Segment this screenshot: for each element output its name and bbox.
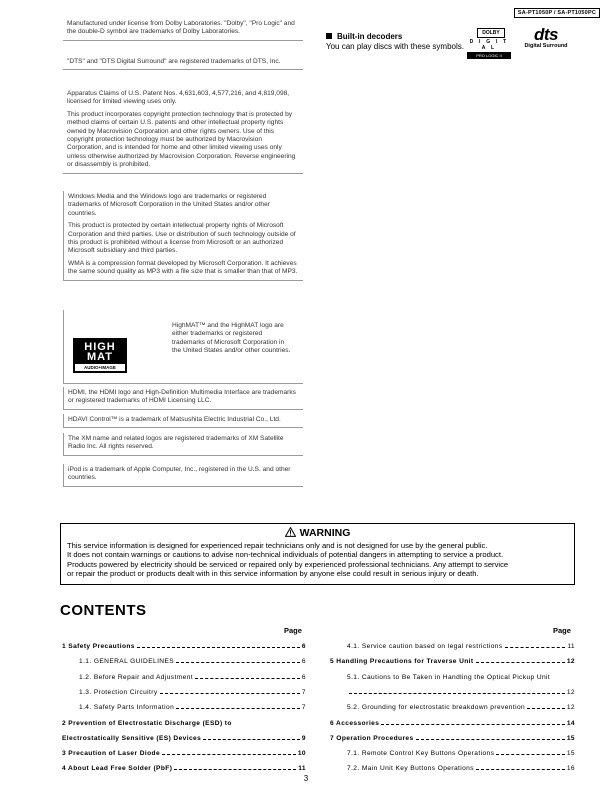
toc-leader [203,739,300,740]
toc-entry[interactable] [330,735,575,742]
warning-title [67,527,568,539]
license-dolby [63,18,303,41]
toc-entry-label: 6 Accessories [330,719,380,727]
toc-entry-page: 9 [301,734,306,742]
toc-entry-page: 12 [566,688,575,696]
model-label: SA-PT1050P / SA-PT1050PC [514,8,600,18]
toc-entry-label: 5 Handling Precautions for Traverse Unit [330,658,474,666]
toc-leader [496,754,565,755]
toc-leader [137,647,300,648]
decoders-text: You can play discs with these symbols. [326,42,464,51]
contents-title: CONTENTS [60,602,147,619]
toc-leader [176,662,300,663]
license-microsoft-ip: This product is protected by certain intellectual property rights of Microsoft Corporation and third parties. Use or distribution of such technology outside of this product is prohibited without a license from Microsoft or an authorized Microsoft subsidiary and third parties. [68,222,296,255]
warning-line: This service information is designed for experienced repair technicians only and is not designed for use by the general public. [67,541,488,550]
toc-entry[interactable] [330,658,575,665]
toc-leader [162,754,296,755]
toc-entry-page: 6 [301,643,306,650]
toc-entry-label: 5.2. Grounding for electrostatic breakdown prevention [347,704,526,712]
highmat-logo-text: HIGH MAT [84,341,116,363]
toc-entry[interactable] [79,674,306,681]
toc-leader [176,708,300,709]
toc-entry-page: 15 [566,750,575,758]
highmat-logo [73,338,127,373]
toc-entry-label: 7.2. Main Unit Key Buttons Operations [347,765,474,773]
toc-entry-page: 6 [301,658,306,666]
toc-entry-page: 11 [298,765,306,773]
page-header-right: Page [553,626,571,635]
warning-line: It does not contain warnings or cautions to advise non-technical individuals of potential dangers in attempting to service a product. [67,550,504,560]
license-macrovision-copyright: This product incorporates copyright protection technology that is protected by method claims of certain U.S. patents and other intellectual property rights owned by Macrovision Corporation and other rights owners. Use of this copyright protection technology must be authorized by Macrovision Corporation, and is intended for home and other limited viewing uses only unless otherwise authorized by Macrovision Corporation. Reverse engineering or disassembly is prohibited. [67,110,296,169]
toc-entry-label: 3 Precaution of Laser Diode [62,750,161,758]
page-header-left: Page [284,626,302,635]
toc-entry-page: 11 [567,643,575,650]
decoders-heading-text: Built-in decoders [337,32,403,41]
license-microsoft-wma: WMA is a compression format developed by Microsoft Corporation. It achieves the same sound quality as MP3 with a file size that is smaller than that of MP3. [68,259,298,276]
toc-entry-page: 15 [566,734,575,742]
license-hdavi [63,414,303,428]
license-dts [63,56,303,70]
toc-entry-label: 1.2. Before Repair and Adjustment [79,673,193,681]
toc-entry-page: 14 [566,719,575,727]
toc-entry-label: 5.1. Cautions to Be Taken in Handling the Optical Pickup Unit [347,673,551,681]
toc-entry[interactable] [79,658,306,665]
warning-title-text: WARNING [299,527,351,539]
dts-logo-sub: Digital Surround [524,43,568,49]
license-microsoft-windows: Windows Media and the Windows logo are trademarks or registered trademarks of Microsoft Corporation in the United States and/or other countries. [68,193,270,217]
license-xm [63,433,303,456]
toc-entry[interactable] [62,720,306,727]
license-macrovision [63,88,303,174]
toc-entry-label: Electrostatically Sensitive (ES) Devices [62,734,202,742]
highmat-logo-sub: AUDIO+IMAGE [75,364,125,371]
toc-leader [195,678,300,679]
dolby-logo-box: DOLBY [477,28,505,38]
page-number: 3 [303,774,309,783]
warning-box [60,523,575,585]
toc-entry-page: 10 [297,750,306,758]
license-dts-text: "DTS" and "DTS Digital Surround" are registered trademarks of DTS, Inc. [67,58,281,65]
toc-entry-page: 12 [566,658,575,666]
toc-entry[interactable] [62,765,306,772]
toc-entry-label: 1.1. GENERAL GUIDELINES [79,658,175,666]
toc-leader [160,693,300,694]
toc-entry-label: 1 Safety Precautions [62,643,135,650]
license-hdmi-text: HDMI, the HDMI logo and High-Definition Multimedia Interface are trademarks or registered trademarks of HDMI Licensing LLC. [68,389,296,405]
toc-entry-label: 4.1. Service caution based on legal restrictions [347,643,503,650]
toc-entry[interactable] [330,720,575,727]
warning-line: or repair the product or products dealt with in this service information by anyone else could result in serious injury or death. [67,569,479,579]
toc-entry[interactable] [347,704,575,711]
license-xm-text: The XM name and related logos are registered trademarks of XM Satellite Radio Inc. All rights reserved. [68,435,284,451]
license-dolby-text: Manufactured under license from Dolby Laboratories. "Dolby", "Pro Logic" and the double-D symbol are trademarks of Dolby Laboratories. [67,20,295,36]
toc-entry-label: 7 Operation Procedures [330,734,414,742]
toc-leader [416,739,565,740]
toc-entry-label: 4 About Lead Free Solder (PbF) [62,765,173,773]
license-macrovision-patent: Apparatus Claims of U.S. Patent Nos. 4,631,603, 4,577,216, and 4,819,098, licensed for limited viewing uses only. [67,90,290,106]
toc-entry[interactable] [347,674,575,681]
toc-entry-page: 7 [301,704,306,712]
toc-leader [174,769,296,770]
toc-entry[interactable] [79,689,306,696]
toc-leader [381,724,565,725]
toc-entry[interactable] [62,735,306,742]
license-hdmi [63,387,303,410]
dolby-logo-prologic: PRO LOGIC II [467,52,511,59]
toc-entry-page: 7 [301,688,306,696]
toc-entry[interactable] [62,643,306,650]
license-microsoft [63,191,303,281]
toc-entry-label: 1.4. Safety Parts Information [79,704,175,712]
warning-triangle-icon [285,527,296,537]
toc-leader [349,693,565,694]
license-ipod [63,464,303,487]
toc-entry[interactable] [79,704,306,711]
built-in-decoders [326,32,464,52]
toc-leader [476,662,565,663]
toc-entry-label: 7.1. Remote Control Key Buttons Operations [347,750,495,758]
toc-entry[interactable] [62,750,306,757]
license-hdavi-text: HDAVI Control™ is a trademark of Matsushita Electric Industrial Co., Ltd. [68,416,281,423]
toc-entry-label: 1.3. Protection Circuitry [79,688,158,696]
toc-entry[interactable] [347,750,575,757]
decoders-heading [326,32,464,42]
toc-entry-page: 16 [566,765,575,773]
toc-entry[interactable] [347,643,575,650]
toc-leader [527,708,565,709]
dts-logo-mark: dts [534,25,558,44]
license-highmat-text: HighMAT™ and the HighMAT logo are either trademarks or registered trademarks of Microsoft Corporation in the United States and/or other countries. [172,322,291,355]
dolby-logo [467,28,511,59]
bullet-square-icon [326,33,332,39]
license-ipod-text: iPod is a trademark of Apple Computer, Inc., registered in the U.S. and other countries. [68,466,291,482]
toc-entry[interactable] [347,765,575,772]
toc-entry-label: 2 Prevention of Electrostatic Discharge (ESD) to [62,719,232,727]
dolby-logo-digital: D I G I T A L [469,39,509,51]
toc-leader [505,647,566,648]
toc-leader [476,769,565,770]
toc-entry-page: 12 [566,704,575,712]
dts-logo [520,26,572,49]
warning-line: Products powered by electricity should be serviced or repaired only by experienced professional technicians. Any attempt to service [67,559,509,569]
toc-entry[interactable] [347,689,575,696]
toc-entry-page: 6 [301,673,306,681]
